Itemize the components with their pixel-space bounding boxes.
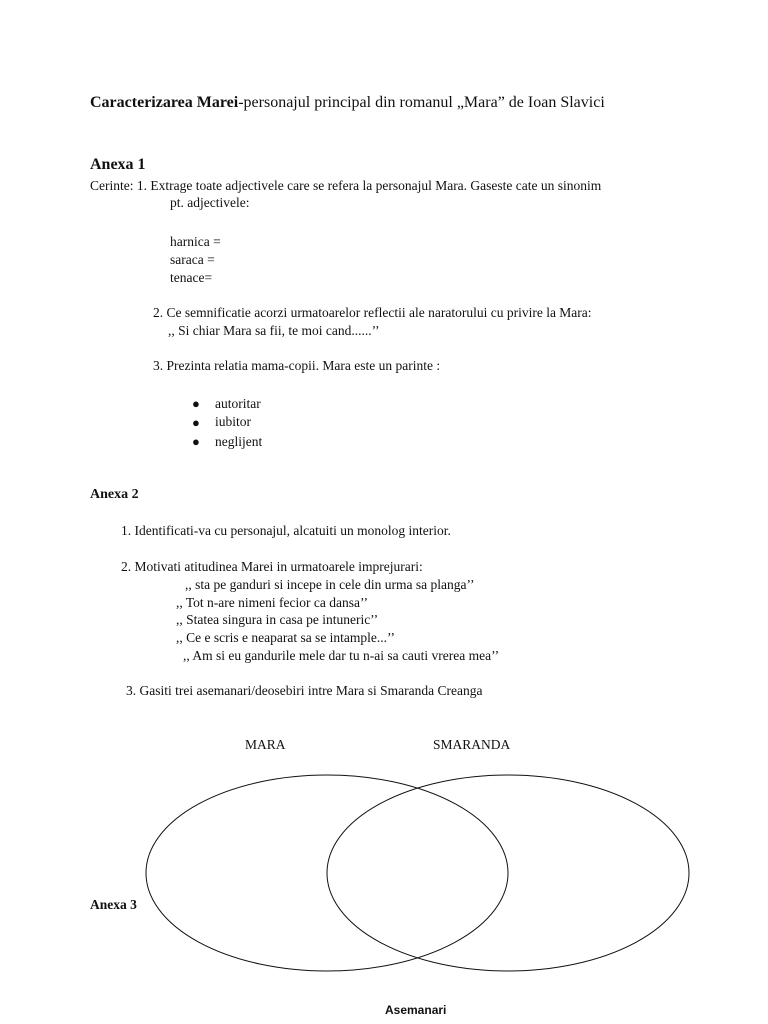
anexa1-q3: 3. Prezinta relatia mama-copii. Mara este un parinte : (153, 358, 441, 373)
option-neglijent: neglijent (215, 434, 263, 449)
option-iubitor: iubitor (215, 414, 251, 429)
venn-label-asemanari: Asemanari (385, 1003, 447, 1017)
bullet-icon: ● (192, 434, 200, 449)
anexa2-q3: 3. Gasiti trei asemanari/deosebiri intre Mara si Smaranda Creanga (126, 683, 483, 698)
adjective-tenace: tenace= (170, 270, 213, 285)
quote-5: ,, Am si eu gandurile mele dar tu n-ai sa cauti vrerea mea’’ (183, 648, 500, 663)
anexa2-q2: 2. Motivati atitudinea Marei in urmatoarele imprejurari: (121, 559, 423, 574)
anexa1-q2-line2: ,, Si chiar Mara sa fii, te moi cand......’’ (168, 323, 380, 338)
venn-label-mara: MARA (245, 737, 286, 752)
quote-3: ,, Statea singura in casa pe intuneric’’ (176, 612, 379, 627)
quote-2: ,, Tot n-are nimeni fecior ca dansa’’ (176, 595, 368, 610)
anexa1-q1-line1: Cerinte: 1. Extrage toate adjectivele care se refera la personajul Mara. Gaseste cate un sinonim (90, 178, 602, 193)
anexa1-heading: Anexa 1 (90, 156, 146, 173)
adjective-saraca: saraca = (170, 252, 215, 267)
quote-1: ,, sta pe ganduri si incepe in cele din urma sa planga’’ (185, 577, 475, 592)
venn-label-smaranda: SMARANDA (433, 737, 511, 752)
anexa3-heading: Anexa 3 (90, 897, 137, 912)
anexa2-q1: 1. Identificati-va cu personajul, alcatuiti un monolog interior. (121, 523, 451, 538)
option-autoritar: autoritar (215, 396, 261, 411)
bullet-icon: ● (192, 396, 200, 411)
page-title-bold: Caracterizarea Marei (90, 94, 239, 111)
anexa1-q2-line1: 2. Ce semnificatie acorzi urmatoarelor reflectii ale naratorului cu privire la Mara: (153, 305, 592, 320)
anexa1-q1-line2: pt. adjectivele: (170, 195, 250, 210)
bullet-icon: ● (192, 415, 200, 430)
quote-4: ,, Ce e scris e neaparat sa se intample...’’ (176, 630, 396, 645)
anexa2-heading: Anexa 2 (90, 487, 139, 502)
adjective-harnica: harnica = (170, 234, 221, 249)
page-title-rest: -personajul principal din romanul „Mara” de Ioan Slavici (238, 94, 605, 111)
